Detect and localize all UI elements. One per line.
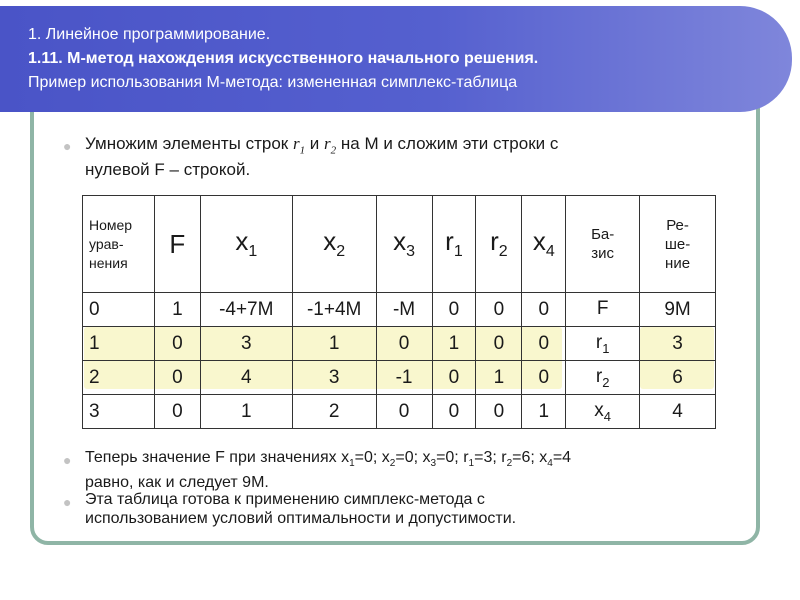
cell-x4: 1 bbox=[522, 395, 566, 429]
cell-x3: -1 bbox=[376, 361, 432, 395]
cell-x2: 2 bbox=[292, 395, 376, 429]
header-line-1: 1. Линейное программирование. bbox=[28, 26, 271, 43]
cell-x1: 4 bbox=[200, 361, 292, 395]
table-row bbox=[83, 395, 716, 429]
cell-x2: 1 bbox=[292, 327, 376, 361]
cell-solution: 6 bbox=[640, 361, 716, 395]
header-x4: $x_4$ bbox=[522, 196, 566, 293]
cell-x1: 1 bbox=[200, 395, 292, 429]
cell-x3: -M bbox=[376, 293, 432, 327]
header-basis: Ба- зис bbox=[566, 196, 640, 293]
cell-x4: 0 bbox=[522, 361, 566, 395]
cell-r1: 0 bbox=[432, 395, 476, 429]
cell-r2: 0 bbox=[476, 395, 522, 429]
intro-line2: нулевой F – строкой. bbox=[85, 160, 251, 180]
cell-r2: 0 bbox=[476, 293, 522, 327]
cell-solution: 3 bbox=[640, 327, 716, 361]
table-row bbox=[83, 293, 716, 327]
cell-eq: 2 bbox=[83, 361, 155, 395]
cell-x1: -4+7M bbox=[200, 293, 292, 327]
intro-mid: и bbox=[305, 134, 325, 153]
header-F: F bbox=[154, 196, 200, 293]
header-r1: $r_1$ bbox=[432, 196, 476, 293]
intro-part2: на М и сложим эти строки с bbox=[336, 134, 559, 153]
bullet-marker-3: ● bbox=[63, 494, 72, 510]
simplex-table bbox=[82, 195, 716, 429]
bullet-text-2: Теперь значение F при значениях $x_1=0$; $x_2=0$; $x_3=0$; $r_1=3$; $r_2=6$; $x_4=4$ равно, как и следует 9М. bbox=[85, 449, 572, 492]
header-solution: Ре- ше- ние bbox=[640, 196, 716, 293]
cell-x2: 3 bbox=[292, 361, 376, 395]
bullet-text-3: Эта таблица готова к применению симплекс-метода с использованием условий оптимальности и допустимости. bbox=[85, 491, 517, 527]
bullet-marker-1: ● bbox=[63, 138, 72, 154]
header-x2: $x_2$ bbox=[292, 196, 376, 293]
cell-eq: 0 bbox=[83, 293, 155, 327]
table-row bbox=[83, 361, 716, 395]
cell-x3: 0 bbox=[376, 327, 432, 361]
intro-r2: r bbox=[324, 134, 331, 153]
cell-x3: 0 bbox=[376, 395, 432, 429]
header-line-3: Пример использования М-метода: измененная симплекс-таблица bbox=[28, 74, 518, 91]
cell-solution: 4 bbox=[640, 395, 716, 429]
cell-basis: $r_1$ bbox=[566, 327, 640, 361]
header-x3: $x_3$ bbox=[376, 196, 432, 293]
cell-F: 0 bbox=[154, 327, 200, 361]
header-line-2: 1.11. М-метод нахождения искусственного начального решения. bbox=[28, 50, 539, 67]
cell-F: 0 bbox=[154, 361, 200, 395]
intro-part1: Умножим элементы строк bbox=[85, 134, 293, 153]
slide-header bbox=[0, 6, 792, 112]
cell-F: 0 bbox=[154, 395, 200, 429]
cell-x4: 0 bbox=[522, 293, 566, 327]
intro-r1-sub: 1 bbox=[299, 144, 306, 157]
cell-r1: 0 bbox=[432, 361, 476, 395]
table-header-row bbox=[83, 196, 716, 293]
header-eq: Номер урав- нения bbox=[83, 196, 155, 293]
bullet-marker-2: ● bbox=[63, 452, 72, 468]
cell-eq: 3 bbox=[83, 395, 155, 429]
intro-r2-sub: 2 bbox=[330, 144, 337, 157]
cell-basis: $x_4$ bbox=[566, 395, 640, 429]
intro-text bbox=[85, 134, 558, 180]
cell-r2: 0 bbox=[476, 327, 522, 361]
cell-solution: 9M bbox=[640, 293, 716, 327]
cell-basis: $r_2$ bbox=[566, 361, 640, 395]
cell-basis: F bbox=[566, 293, 640, 327]
cell-r1: 1 bbox=[432, 327, 476, 361]
cell-x2: -1+4M bbox=[292, 293, 376, 327]
cell-r2: 1 bbox=[476, 361, 522, 395]
intro-r1: r bbox=[292, 134, 300, 153]
cell-r1: 0 bbox=[432, 293, 476, 327]
cell-x1: 3 bbox=[200, 327, 292, 361]
cell-x4: 0 bbox=[522, 327, 566, 361]
cell-eq: 1 bbox=[83, 327, 155, 361]
cell-F: 1 bbox=[154, 293, 200, 327]
table-row bbox=[83, 327, 716, 361]
header-x1: $x_1$ bbox=[200, 196, 292, 293]
header-r2: $r_2$ bbox=[476, 196, 522, 293]
